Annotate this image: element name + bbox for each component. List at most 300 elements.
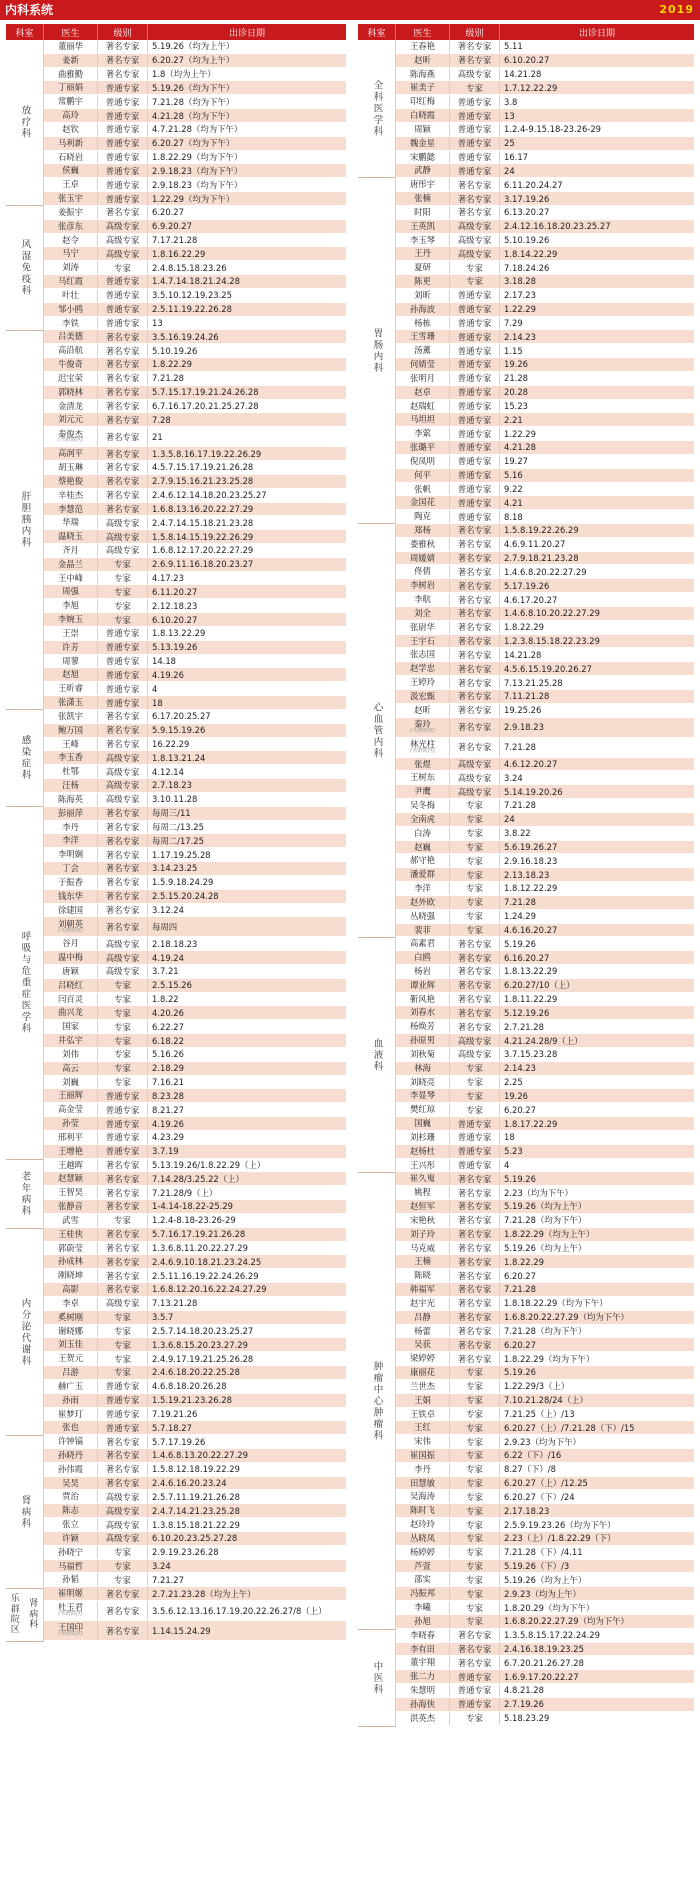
doctor-name-cell (44, 344, 98, 357)
table-row (396, 1518, 694, 1532)
doctor-name-cell (44, 400, 98, 413)
doctor-name: 金晶兰 (57, 558, 84, 569)
table-row (44, 447, 346, 461)
doctor-name: 迟宝荣 (57, 372, 84, 383)
doctor-level: 专家 (450, 1394, 500, 1407)
table-row (44, 220, 346, 234)
doctor-name: 赵瑞虹 (409, 400, 436, 411)
clinic-days: 1.8.11.22.29 (504, 994, 558, 1005)
doctor-name-cell (44, 1435, 98, 1448)
doctor-name-cell (396, 1255, 450, 1268)
doctor-level: 著名专家 (98, 1242, 148, 1255)
doctor-name-cell (44, 1380, 98, 1393)
doctor-name-cell (44, 1311, 98, 1324)
clinic-days: 1.4.6.8.13.20.22.27.29 (152, 1450, 248, 1461)
table-row (396, 137, 694, 151)
table-row (396, 1034, 694, 1048)
doctor-name-cell (44, 358, 98, 371)
doctor-name-cell (44, 109, 98, 122)
table-row (44, 400, 346, 414)
clinic-days: 1.3.6.8.15.20.23.27.29 (152, 1339, 248, 1350)
table-row (396, 1394, 694, 1408)
department-name: 放疗科 (19, 105, 31, 140)
clinic-days: 5.14.19.20.26 (504, 786, 563, 797)
doctor-name: 张志国 (409, 649, 436, 660)
doctor-level: 专家 (450, 1490, 500, 1503)
table-row (396, 676, 694, 690)
doctor-name: 刘昕 (414, 289, 431, 300)
doctor-name-cell (44, 1463, 98, 1476)
doctor-level: 著名专家 (450, 607, 500, 620)
doctor-name: 常鹏宇 (57, 96, 84, 107)
table-row (44, 1338, 346, 1352)
doctor-name: 邵实 (414, 1574, 431, 1585)
doctor-name-cell (396, 317, 450, 330)
clinic-days: 7.19.21.26 (152, 1408, 198, 1419)
doctor-name: 倪凤明 (409, 455, 436, 466)
table-row (396, 164, 694, 178)
campus-note: (乐群院区) (58, 1611, 83, 1618)
doctor-level: 著名专家 (98, 821, 148, 834)
doctor-name: 赵玲玲 (409, 1519, 436, 1530)
table-row (44, 937, 346, 951)
doctor-name-cell (396, 178, 450, 191)
doctor-name-cell (396, 386, 450, 399)
clinic-days: 2.7.9.15.16.21.23.25.28 (152, 476, 254, 487)
doctor-name-cell (396, 662, 450, 675)
doctor-name-cell (44, 1020, 98, 1033)
table-row (396, 579, 694, 593)
clinic-days: 5.19.26（下）/3 (504, 1561, 570, 1572)
doctor-level: 著名专家 (98, 40, 148, 53)
clinic-days: 4 (152, 683, 158, 694)
doctor-level: 专家 (98, 558, 148, 571)
clinic-days: 1.8.22.29（均为下午） (504, 1353, 595, 1364)
doctor-name: 张凯宇 (57, 710, 84, 721)
doctor-name-cell (396, 1656, 450, 1669)
doctor-level: 高级专家 (98, 965, 148, 978)
doctor-name-cell (396, 854, 450, 867)
doctor-name: 马红霞 (57, 276, 84, 287)
clinic-days: 2.5.11.16.19.22.24.26.29 (152, 1270, 259, 1281)
table-row (44, 516, 346, 530)
doctor-level: 专家 (450, 1089, 500, 1102)
doctor-name: 梁婷婷 (409, 1353, 436, 1364)
doctor-name-cell (44, 489, 98, 502)
doctor-name-cell (396, 993, 450, 1006)
doctor-name-cell (44, 917, 98, 936)
clinic-days: 1.22.29 (504, 304, 536, 315)
doctor-level: 著名专家 (98, 1449, 148, 1462)
table-row (396, 483, 694, 497)
doctor-level: 著名专家 (98, 330, 148, 343)
doctor-level: 专家 (98, 979, 148, 992)
clinic-days: 3.7.15.23.28 (504, 1049, 558, 1060)
table-row (396, 1670, 694, 1684)
clinic-days: 4.7.21.28（均为下午） (152, 124, 243, 135)
doctor-level: 专家 (450, 1103, 500, 1116)
doctor-name-cell (396, 1076, 450, 1089)
table-row (396, 1560, 694, 1574)
doctor-name: 王红 (414, 1422, 431, 1433)
doctor-name: 赵钦 (62, 123, 79, 134)
doctor-level: 著名专家 (450, 1297, 500, 1310)
doctor-level: 普通专家 (450, 469, 500, 482)
page-title: 内科系统 (5, 3, 54, 17)
doctor-level: 专家 (450, 1477, 500, 1490)
doctor-level: 专家 (450, 841, 500, 854)
doctor-name: 陈时飞 (409, 1505, 436, 1516)
doctor-name-cell (44, 372, 98, 385)
doctor-level: 专家 (98, 599, 148, 612)
doctor-level: 专家 (98, 1311, 148, 1324)
clinic-days: 5.7.17.19.26 (152, 1436, 206, 1447)
clinic-days: 1.22.29/3（上） (504, 1381, 570, 1392)
doctor-name: 崔国振 (409, 1449, 436, 1460)
doctor-name: 牛俊奇 (57, 359, 84, 370)
doctor-name: 高玲 (62, 110, 79, 121)
doctor-level: 普通专家 (450, 1698, 500, 1711)
doctor-level: 专家 (450, 1076, 500, 1089)
table-row (396, 965, 694, 979)
clinic-days: 4.6.16.20.27 (504, 924, 558, 935)
table-row (44, 206, 346, 220)
doctor-name: 王卓 (62, 179, 79, 190)
doctor-level: 普通专家 (450, 1131, 500, 1144)
doctor-name: 尹鹰 (414, 786, 431, 797)
doctor-name: 王越晖 (57, 1159, 84, 1170)
doctor-level: 著名专家 (450, 951, 500, 964)
department-cell (358, 178, 396, 524)
clinic-days: 2.5.7.14.18.20.23.25.27 (152, 1325, 254, 1336)
doctor-name-cell (396, 192, 450, 205)
table-row (396, 1463, 694, 1477)
clinic-days: 19.27 (504, 456, 528, 467)
table-row (396, 1352, 694, 1366)
doctor-name: 杨岩 (414, 966, 431, 976)
doctor-level: 高级专家 (98, 220, 148, 233)
doctor-name-cell (396, 496, 450, 509)
clinic-days: 2.14.23 (504, 331, 536, 342)
table-row (396, 552, 694, 566)
doctor-name: 崔明姬 (57, 1588, 84, 1599)
doctor-name: 吕晓红 (57, 979, 84, 990)
clinic-days: 4.19.26 (152, 1118, 184, 1129)
doctor-name-cell (396, 621, 450, 634)
doctor-name-cell (44, 965, 98, 978)
doctor-name: 许钟镐 (57, 1436, 84, 1447)
table-row (396, 1200, 694, 1214)
doctor-name-cell (396, 510, 450, 523)
doctor-level: 著名专家 (98, 400, 148, 413)
doctor-name: 唐颖 (62, 966, 79, 976)
doctor-level: 高级专家 (98, 1297, 148, 1310)
doctor-level: 普通专家 (98, 178, 148, 191)
doctor-name-cell (396, 785, 450, 798)
department-cell (6, 1160, 44, 1229)
clinic-days: 1.6.8.20.22.27.29（均为下午） (504, 1616, 629, 1627)
doctor-level: 著名专家 (450, 1352, 500, 1365)
clinic-days: 3.18.28 (504, 276, 536, 287)
doctor-name: 杨焕芳 (409, 1021, 436, 1032)
doctor-name: 李慧范 (57, 503, 84, 514)
doctor-name: 刘朝英 (57, 918, 84, 929)
doctor-name-cell (396, 1200, 450, 1213)
clinic-days: 4.21.28 (504, 442, 536, 453)
clinic-days: 5.17.19.26 (504, 580, 550, 591)
table-row (396, 1297, 694, 1311)
doctor-name: 冯振邦 (409, 1588, 436, 1599)
table-row (44, 558, 346, 572)
table-row (396, 607, 694, 621)
doctor-name: 王树东 (409, 772, 436, 783)
doctor-level: 普通专家 (98, 1408, 148, 1421)
doctor-level: 专家 (450, 1573, 500, 1586)
doctor-name-cell (396, 1684, 450, 1697)
doctor-name-cell (44, 261, 98, 274)
department-cell (6, 1229, 44, 1437)
clinic-days: 1.8.14.22.29 (504, 248, 558, 259)
doctor-level: 著名专家 (450, 648, 500, 661)
clinic-days: 1.14.15.24.29 (152, 1625, 211, 1636)
table-row (44, 1048, 346, 1062)
doctor-name: 夏研 (414, 262, 431, 273)
clinic-days: 3.10.11.28 (152, 794, 198, 805)
clinic-days: 2.9.19.23.26.28 (152, 1547, 219, 1558)
clinic-days: 1.8.13.22.29 (504, 966, 558, 977)
doctor-name: 娄雅秋 (409, 538, 436, 549)
doctor-level: 著名专家 (98, 1435, 148, 1448)
table-row (44, 876, 346, 890)
table-row (396, 951, 694, 965)
doctor-name-cell (396, 247, 450, 260)
clinic-days: 2.4.16.18.19.23.25 (504, 1643, 584, 1654)
doctor-name-cell (44, 1255, 98, 1268)
table-body (358, 40, 694, 1726)
table-row (44, 1408, 346, 1422)
table-row (396, 247, 694, 261)
doctor-name-cell (396, 910, 450, 923)
doctor-name-cell (44, 54, 98, 67)
doctor-level: 高级专家 (450, 68, 500, 81)
clinic-days: 14.18 (152, 656, 176, 667)
doctor-name-cell (396, 1117, 450, 1130)
doctor-level: 普通专家 (98, 137, 148, 150)
doctor-name-cell (396, 109, 450, 122)
doctor-name: 王昕睿 (57, 683, 84, 694)
table-row (44, 386, 346, 400)
clinic-days: 1.5.8.14.15.19.22.26.29 (152, 531, 254, 542)
table-row (44, 793, 346, 807)
doctor-name: 李明娴 (57, 849, 84, 860)
doctor-level: 著名专家 (450, 1283, 500, 1296)
clinic-days: 1.4.6.8.20.22.27.29 (504, 566, 587, 577)
clinic-days: 6.7.20.21.26.27.28 (504, 1657, 584, 1668)
doctor-level: 著名专家 (98, 904, 148, 917)
doctor-name-cell (396, 524, 450, 537)
doctor-level: 普通专家 (450, 386, 500, 399)
table-row (396, 1020, 694, 1034)
doctor-name-cell (44, 627, 98, 640)
doctor-level: 普通专家 (98, 655, 148, 668)
doctor-name: 刘春水 (409, 1007, 436, 1018)
doctor-level: 高级专家 (98, 1504, 148, 1517)
clinic-days: 19.25.26 (504, 705, 542, 716)
clinic-days: 16.22.29 (152, 738, 190, 749)
clinic-days: 5.23 (504, 1146, 523, 1157)
doctor-name: 吴海涛 (409, 1491, 436, 1502)
doctor-name: 高影 (62, 1284, 79, 1295)
clinic-days: 1.2.4-8.18-23.26-29 (152, 1215, 236, 1226)
doctor-level: 普通专家 (98, 275, 148, 288)
table-row (396, 1698, 694, 1712)
doctor-name-cell (396, 1103, 450, 1116)
clinic-days: 3.14.23.25 (152, 863, 198, 874)
doctor-level: 专家 (450, 1449, 500, 1462)
doctor-name-cell (44, 834, 98, 847)
doctor-name: 刘元元 (57, 414, 84, 425)
clinic-days: 7.10.21.28/24（上） (504, 1395, 588, 1406)
doctor-level: 著名专家 (450, 524, 500, 537)
doctor-name: 徐建国 (57, 904, 84, 915)
doctor-level: 高级专家 (450, 1048, 500, 1061)
doctor-name: 张静音 (57, 1201, 84, 1212)
clinic-days: 6.20.27（均为下午） (152, 138, 235, 149)
doctor-name-cell (396, 1643, 450, 1656)
doctor-name-cell (44, 475, 98, 488)
doctor-name-cell (44, 848, 98, 861)
clinic-days: 1.2.3.8.15.18.22.23.29 (504, 636, 600, 647)
doctor-name-cell (44, 81, 98, 94)
doctor-name-cell (44, 1159, 98, 1172)
doctor-level: 著名专家 (98, 1283, 148, 1296)
table-row (396, 738, 694, 758)
doctor-name: 王国印 (57, 1622, 84, 1633)
table-row (44, 1145, 346, 1159)
department-cell (6, 331, 44, 711)
doctor-level: 著名专家 (450, 579, 500, 592)
doctor-level: 普通专家 (450, 455, 500, 468)
table-row (44, 372, 346, 386)
doctor-level: 著名专家 (450, 690, 500, 703)
doctor-name-cell (396, 951, 450, 964)
doctor-level: 著名专家 (450, 1172, 500, 1185)
doctor-level: 普通专家 (98, 1145, 148, 1158)
clinic-days: 5.13.19.26 (152, 642, 198, 653)
doctor-name: 李显琴 (409, 1090, 436, 1101)
clinic-days: 6.18.22 (152, 1035, 184, 1046)
doctor-name: 李洋 (62, 835, 79, 846)
clinic-days: 3.5.6.12.13.16.17.19.20.22.26.27/8（上） (152, 1605, 327, 1616)
doctor-level: 专家 (450, 1560, 500, 1573)
clinic-days: 1.8.18.22.29（均为下午） (504, 1298, 608, 1309)
doctor-level: 专家 (450, 1435, 500, 1448)
doctor-name-cell (396, 137, 450, 150)
doctor-name: 裴菲 (414, 924, 431, 935)
clinic-days: 4.5.6.15.19.20.26.27 (504, 663, 592, 674)
doctor-name: 何婧莹 (409, 359, 436, 370)
doctor-level: 著名专家 (98, 372, 148, 385)
table-row (44, 178, 346, 192)
table-row (44, 862, 346, 876)
doctor-level: 普通专家 (98, 627, 148, 640)
doctor-name-cell (44, 1587, 98, 1600)
clinic-days: 2.7.21.23.28（均为上午） (152, 1588, 256, 1599)
clinic-days: 1.3.6.8.11.20.22.27.29 (152, 1242, 248, 1253)
doctor-name-cell (396, 1048, 450, 1061)
clinic-days: 1.6.8.13.16.20.22.27.29 (152, 503, 254, 514)
clinic-days: 1-4.14-18.22-25.29 (152, 1201, 233, 1212)
doctor-level: 普通专家 (450, 289, 500, 302)
doctor-name: 崔美子 (409, 82, 436, 93)
doctor-name: 叶壮 (62, 289, 79, 300)
clinic-days: 2.9.18.23 (504, 722, 544, 733)
clinic-days: 7.21.28 (504, 1284, 536, 1295)
doctor-name-cell (396, 1145, 450, 1158)
doctor-level: 著名专家 (98, 738, 148, 751)
doctor-level: 普通专家 (450, 372, 500, 385)
doctor-name: 蔡艳俊 (57, 475, 84, 486)
doctor-name: 温晓玉 (57, 531, 84, 542)
clinic-days: 6.16.20.27 (504, 952, 550, 963)
clinic-days: 7.29 (504, 317, 523, 328)
clinic-days: 8.18 (504, 511, 523, 522)
department-cell (6, 807, 44, 1159)
doctor-level: 专家 (98, 1573, 148, 1586)
doctor-name-cell (44, 137, 98, 150)
doctor-name: 王崇 (62, 627, 79, 638)
clinic-days: 1.8.22.29 (152, 359, 192, 370)
table-row (396, 1283, 694, 1297)
table-row (396, 54, 694, 68)
doctor-name-cell (44, 1062, 98, 1075)
doctor-name: 赵杨杜 (409, 1145, 436, 1156)
doctor-level: 著名专家 (98, 1159, 148, 1172)
table-row (396, 1131, 694, 1145)
doctor-name-cell (44, 1117, 98, 1130)
doctor-name: 孙海侠 (409, 1698, 436, 1709)
doctor-level: 著名专家 (450, 54, 500, 67)
doctor-name-cell (396, 1186, 450, 1199)
doctor-name-cell (44, 1449, 98, 1462)
doctor-level: 专家 (98, 1366, 148, 1379)
table-row (396, 718, 694, 738)
clinic-days: 7.21.28 (152, 373, 184, 384)
doctor-name: 王娟 (414, 1394, 431, 1405)
doctor-name-cell (396, 1089, 450, 1102)
clinic-days: 19.26 (504, 1090, 528, 1101)
doctor-name: 贾治 (62, 1491, 79, 1502)
table-row (396, 510, 694, 524)
doctor-name-cell (396, 234, 450, 247)
doctor-name-cell (44, 289, 98, 302)
doctor-level: 著名专家 (98, 807, 148, 820)
table-row (396, 635, 694, 649)
clinic-days: 15.23 (504, 400, 528, 411)
doctor-level: 著名专家 (450, 704, 500, 717)
doctor-level: 专家 (450, 854, 500, 867)
doctor-name: 张煜 (414, 758, 431, 769)
doctor-name-cell (396, 593, 450, 606)
doctor-name-cell (396, 40, 450, 53)
doctor-name-cell (396, 738, 450, 757)
doctor-level: 高级专家 (98, 937, 148, 950)
table-row (396, 1601, 694, 1615)
doctor-name-cell (44, 1325, 98, 1338)
doctor-level: 高级专家 (98, 765, 148, 778)
doctor-name: 白鸥 (414, 952, 431, 963)
doctor-name: 周蓼 (62, 655, 79, 666)
